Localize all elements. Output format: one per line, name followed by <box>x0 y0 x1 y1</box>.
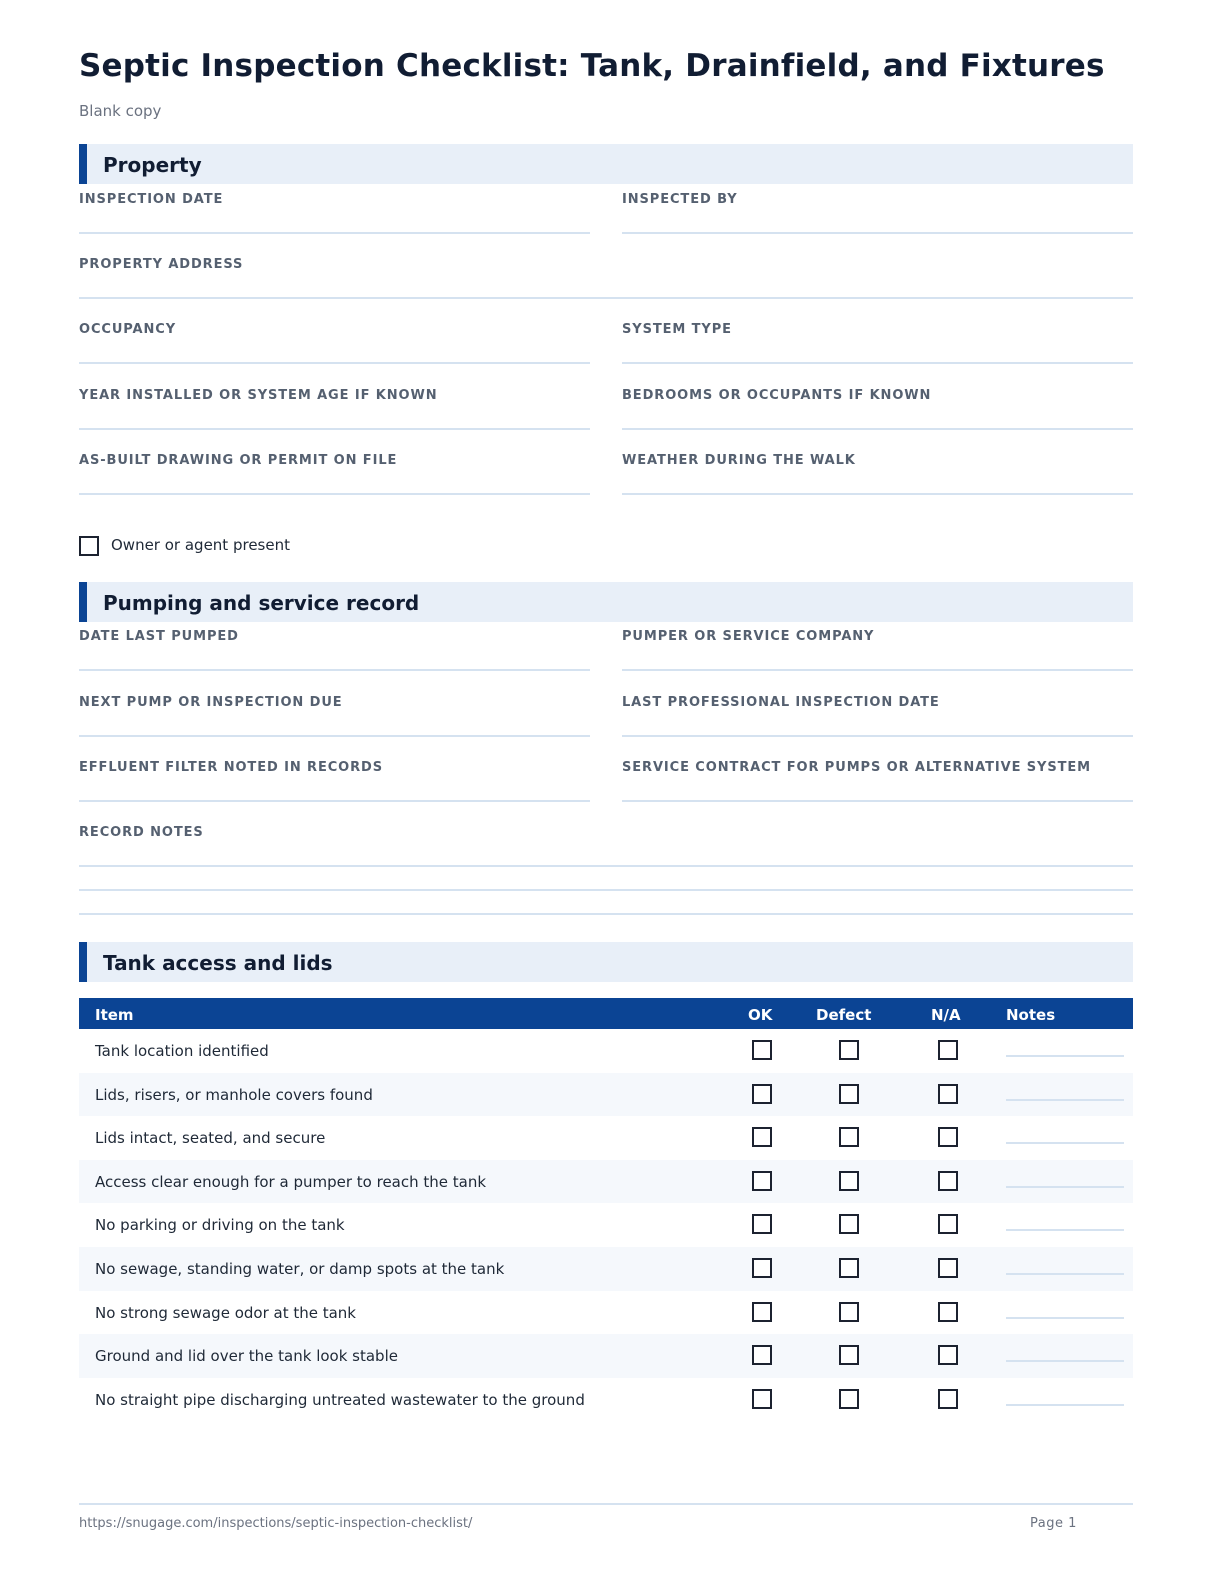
field-label: INSPECTED BY <box>622 192 738 207</box>
notes-field[interactable] <box>1006 1186 1124 1188</box>
field-label: SERVICE CONTRACT FOR PUMPS OR ALTERNATIVE SYSTEM <box>622 760 1092 775</box>
field-label: OCCUPANCY <box>79 322 177 337</box>
ok-checkbox[interactable] <box>752 1084 772 1104</box>
column-header-ok: OK <box>748 1006 773 1024</box>
bedrooms-field[interactable] <box>622 380 1133 430</box>
na-checkbox[interactable] <box>938 1214 958 1234</box>
field-label: DATE LAST PUMPED <box>79 629 239 644</box>
inspection-date-field[interactable] <box>79 184 590 234</box>
table-row <box>79 1247 1133 1291</box>
ok-checkbox[interactable] <box>752 1171 772 1191</box>
table-row <box>79 1073 1133 1117</box>
notes-field[interactable] <box>1006 1055 1124 1057</box>
notes-field[interactable] <box>1006 1360 1124 1362</box>
row-item-label: No parking or driving on the tank <box>95 1216 345 1235</box>
occupancy-field[interactable] <box>79 314 590 364</box>
row-item-label: Lids, risers, or manhole covers found <box>95 1085 373 1104</box>
defect-checkbox[interactable] <box>839 1345 859 1365</box>
section-header-tank-access <box>79 942 1133 982</box>
notes-field[interactable] <box>1006 1099 1124 1101</box>
owner-present-label: Owner or agent present <box>111 536 290 554</box>
inspected-by-field[interactable] <box>622 184 1133 234</box>
page-subtitle: Blank copy <box>79 102 162 120</box>
table-row <box>79 1160 1133 1204</box>
na-checkbox[interactable] <box>938 1302 958 1322</box>
ok-checkbox[interactable] <box>752 1258 772 1278</box>
next-due-field[interactable] <box>79 687 590 737</box>
row-item-label: No sewage, standing water, or damp spots at the tank <box>95 1260 505 1278</box>
ok-checkbox[interactable] <box>752 1389 772 1409</box>
table-row <box>79 1029 1133 1073</box>
field-label: EFFLUENT FILTER NOTED IN RECORDS <box>79 760 383 775</box>
row-item-label: Ground and lid over the tank look stable <box>95 1347 398 1366</box>
weather-field[interactable] <box>622 445 1133 495</box>
defect-checkbox[interactable] <box>839 1389 859 1409</box>
defect-checkbox[interactable] <box>839 1171 859 1191</box>
table-row <box>79 1378 1133 1422</box>
defect-checkbox[interactable] <box>839 1040 859 1060</box>
na-checkbox[interactable] <box>938 1345 958 1365</box>
column-header-notes: Notes <box>1006 1006 1056 1024</box>
field-label: NEXT PUMP OR INSPECTION DUE <box>79 695 343 710</box>
effluent-filter-field[interactable] <box>79 752 590 802</box>
ok-checkbox[interactable] <box>752 1302 772 1322</box>
year-installed-field[interactable] <box>79 380 590 430</box>
property-address-field[interactable] <box>79 249 1133 299</box>
na-checkbox[interactable] <box>938 1258 958 1278</box>
ok-checkbox[interactable] <box>752 1040 772 1060</box>
field-label: AS-BUILT DRAWING OR PERMIT ON FILE <box>79 453 398 468</box>
field-label: RECORD NOTES <box>79 825 204 840</box>
defect-checkbox[interactable] <box>839 1258 859 1278</box>
ok-checkbox[interactable] <box>752 1214 772 1234</box>
field-label: PUMPER OR SERVICE COMPANY <box>622 629 875 644</box>
record-notes-field[interactable] <box>79 817 1133 867</box>
field-label: BEDROOMS OR OCCUPANTS IF KNOWN <box>622 388 932 403</box>
pumper-field[interactable] <box>622 621 1133 671</box>
na-checkbox[interactable] <box>938 1084 958 1104</box>
row-item-label: No straight pipe discharging untreated wastewater to the ground <box>95 1390 585 1409</box>
table-row <box>79 1291 1133 1335</box>
field-label: PROPERTY ADDRESS <box>79 257 244 272</box>
notes-field[interactable] <box>1006 1404 1124 1406</box>
na-checkbox[interactable] <box>938 1040 958 1060</box>
field-label: WEATHER DURING THE WALK <box>622 453 856 468</box>
field-label: SYSTEM TYPE <box>622 322 732 337</box>
section-header-pumping <box>79 582 1133 622</box>
as-built-field[interactable] <box>79 445 590 495</box>
table-row <box>79 1116 1133 1160</box>
checklist-table-header <box>79 998 1133 1029</box>
notes-field[interactable] <box>1006 1142 1124 1144</box>
notes-field[interactable] <box>1006 1229 1124 1231</box>
table-row <box>79 1203 1133 1247</box>
row-item-label: Tank location identified <box>95 1042 269 1060</box>
na-checkbox[interactable] <box>938 1127 958 1147</box>
owner-present-checkbox[interactable] <box>79 536 99 556</box>
footer-url: https://snugage.com/inspections/septic-inspection-checklist/ <box>79 1516 473 1531</box>
service-contract-field[interactable] <box>622 752 1133 802</box>
notes-field[interactable] <box>1006 1317 1124 1319</box>
field-label: LAST PROFESSIONAL INSPECTION DATE <box>622 695 940 710</box>
ok-checkbox[interactable] <box>752 1345 772 1365</box>
defect-checkbox[interactable] <box>839 1302 859 1322</box>
na-checkbox[interactable] <box>938 1389 958 1409</box>
defect-checkbox[interactable] <box>839 1084 859 1104</box>
footer-divider <box>79 1503 1133 1505</box>
section-title: Tank access and lids <box>103 951 333 975</box>
ok-checkbox[interactable] <box>752 1127 772 1147</box>
row-item-label: Access clear enough for a pumper to reach the tank <box>95 1172 487 1191</box>
field-label: INSPECTION DATE <box>79 192 224 207</box>
na-checkbox[interactable] <box>938 1171 958 1191</box>
page-title: Septic Inspection Checklist: Tank, Drainfield, and Fixtures <box>79 48 1105 84</box>
notes-field[interactable] <box>1006 1273 1124 1275</box>
column-header-item: Item <box>95 1006 134 1024</box>
section-title: Property <box>103 153 202 177</box>
column-header-na: N/A <box>931 1006 961 1024</box>
section-header-property <box>79 144 1133 184</box>
section-title: Pumping and service record <box>103 591 420 615</box>
record-notes-line[interactable] <box>79 889 1133 891</box>
record-notes-line[interactable] <box>79 913 1133 915</box>
table-row <box>79 1334 1133 1378</box>
page-number: Page 1 <box>1030 1516 1077 1531</box>
column-header-defect: Defect <box>816 1006 872 1024</box>
row-item-label: No strong sewage odor at the tank <box>95 1303 356 1322</box>
row-item-label: Lids intact, seated, and secure <box>95 1129 326 1148</box>
date-last-pumped-field[interactable] <box>79 621 590 671</box>
defect-checkbox[interactable] <box>839 1214 859 1234</box>
defect-checkbox[interactable] <box>839 1127 859 1147</box>
system-type-field[interactable] <box>622 314 1133 364</box>
last-inspection-field[interactable] <box>622 687 1133 737</box>
field-label: YEAR INSTALLED OR SYSTEM AGE IF KNOWN <box>79 388 438 403</box>
